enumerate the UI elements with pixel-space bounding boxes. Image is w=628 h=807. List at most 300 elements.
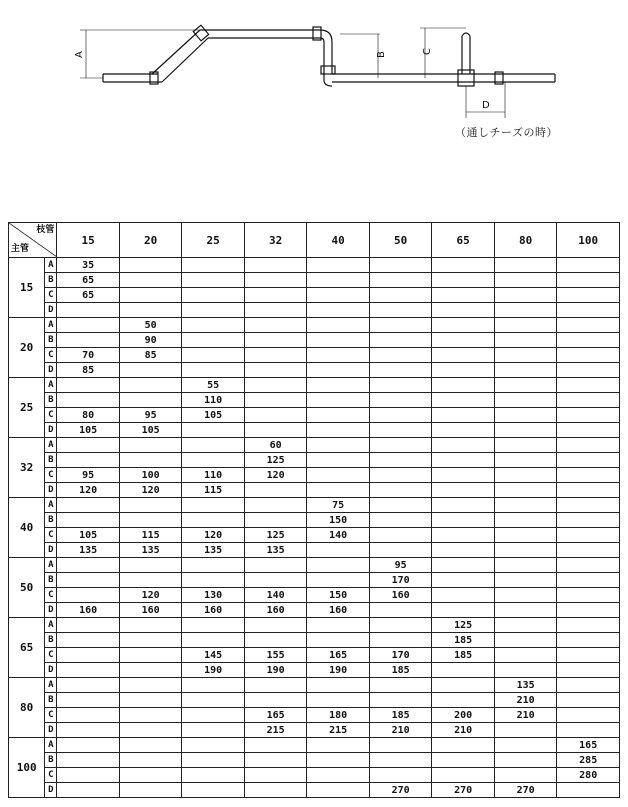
dimension-value-cell bbox=[494, 438, 557, 453]
dimension-value-cell bbox=[494, 603, 557, 618]
dimension-value-cell bbox=[57, 663, 120, 678]
dimension-value-cell: 105 bbox=[119, 423, 182, 438]
dimension-value-cell bbox=[494, 378, 557, 393]
dimension-value-cell bbox=[182, 783, 245, 798]
dimension-value-cell: 105 bbox=[57, 423, 120, 438]
dimension-value-cell bbox=[494, 663, 557, 678]
dimension-value-cell bbox=[307, 378, 370, 393]
dimension-value-cell bbox=[182, 348, 245, 363]
dimension-label: C bbox=[45, 528, 57, 543]
dimension-value-cell: 140 bbox=[244, 588, 307, 603]
dimension-value-cell bbox=[307, 768, 370, 783]
dimension-value-cell bbox=[369, 753, 432, 768]
dimension-value-cell: 85 bbox=[57, 363, 120, 378]
dimension-label: A bbox=[45, 378, 57, 393]
dimension-value-cell bbox=[432, 378, 495, 393]
dimension-label: C bbox=[45, 408, 57, 423]
dimension-label: A bbox=[45, 738, 57, 753]
dimension-value-cell bbox=[557, 573, 620, 588]
dimension-value-cell bbox=[119, 453, 182, 468]
dimension-value-cell bbox=[432, 678, 495, 693]
dimension-value-cell: 125 bbox=[244, 453, 307, 468]
main-pipe-label: 主管 bbox=[11, 244, 30, 254]
dimension-label: C bbox=[45, 768, 57, 783]
dimension-value-cell bbox=[119, 498, 182, 513]
dimension-value-cell: 285 bbox=[557, 753, 620, 768]
main-pipe-size: 50 bbox=[9, 558, 45, 618]
dimension-value-cell bbox=[182, 633, 245, 648]
dimension-value-cell bbox=[369, 423, 432, 438]
table-row bbox=[9, 723, 620, 738]
dimension-value-cell bbox=[432, 333, 495, 348]
dimension-value-cell: 120 bbox=[119, 483, 182, 498]
dimension-label: D bbox=[45, 423, 57, 438]
dimension-value-cell bbox=[307, 738, 370, 753]
dimension-value-cell: 135 bbox=[244, 543, 307, 558]
dimension-value-cell bbox=[494, 273, 557, 288]
dimension-value-cell bbox=[244, 693, 307, 708]
dimension-label: D bbox=[45, 483, 57, 498]
dimension-value-cell bbox=[119, 378, 182, 393]
branch-size-header: 20 bbox=[119, 223, 182, 258]
dimension-value-cell bbox=[182, 723, 245, 738]
dimension-value-cell bbox=[57, 393, 120, 408]
dimension-value-cell: 150 bbox=[307, 513, 370, 528]
dimension-value-cell bbox=[244, 303, 307, 318]
dimension-value-cell bbox=[244, 618, 307, 633]
dimension-value-cell bbox=[557, 378, 620, 393]
dimension-value-cell bbox=[369, 393, 432, 408]
branch-size-header: 40 bbox=[307, 223, 370, 258]
dimension-value-cell: 65 bbox=[57, 273, 120, 288]
dimension-value-cell bbox=[432, 483, 495, 498]
main-pipe-size: 100 bbox=[9, 738, 45, 798]
dimension-value-cell bbox=[119, 678, 182, 693]
dimension-value-cell bbox=[557, 723, 620, 738]
dimension-value-cell: 170 bbox=[369, 648, 432, 663]
dimension-value-cell: 185 bbox=[369, 708, 432, 723]
branch-size-header: 15 bbox=[57, 223, 120, 258]
table-row bbox=[9, 513, 620, 528]
dimension-value-cell bbox=[307, 783, 370, 798]
dimension-value-cell bbox=[307, 318, 370, 333]
dimension-value-cell bbox=[244, 753, 307, 768]
dimension-value-cell: 185 bbox=[369, 663, 432, 678]
dimension-value-cell bbox=[57, 723, 120, 738]
dimension-value-cell bbox=[494, 753, 557, 768]
dimension-value-cell bbox=[182, 708, 245, 723]
dimension-value-cell: 125 bbox=[244, 528, 307, 543]
dimension-value-cell bbox=[369, 453, 432, 468]
dimension-value-cell: 270 bbox=[432, 783, 495, 798]
dimension-value-cell: 90 bbox=[119, 333, 182, 348]
dimension-value-cell bbox=[557, 273, 620, 288]
dimension-value-cell bbox=[557, 408, 620, 423]
dimension-label: D bbox=[45, 543, 57, 558]
dimension-value-cell bbox=[244, 768, 307, 783]
dimension-value-cell bbox=[432, 768, 495, 783]
dimension-value-cell bbox=[119, 363, 182, 378]
dimension-value-cell: 115 bbox=[182, 483, 245, 498]
dimension-value-cell bbox=[244, 783, 307, 798]
dimension-value-cell bbox=[432, 288, 495, 303]
dimension-value-cell bbox=[307, 678, 370, 693]
table-row bbox=[9, 303, 620, 318]
dimension-value-cell: 155 bbox=[244, 648, 307, 663]
dimension-label: C bbox=[45, 288, 57, 303]
dimension-value-cell: 215 bbox=[307, 723, 370, 738]
dimension-value-cell bbox=[557, 543, 620, 558]
dimension-value-cell bbox=[307, 273, 370, 288]
main-pipe-size: 20 bbox=[9, 318, 45, 378]
dimension-value-cell: 190 bbox=[182, 663, 245, 678]
branch-pipe-label: 枝管 bbox=[36, 225, 55, 235]
dimension-value-cell: 115 bbox=[119, 528, 182, 543]
dimension-value-cell bbox=[557, 633, 620, 648]
dimension-value-cell: 270 bbox=[369, 783, 432, 798]
dimension-value-cell: 215 bbox=[244, 723, 307, 738]
table-row bbox=[9, 618, 620, 633]
table-row bbox=[9, 333, 620, 348]
dimension-value-cell bbox=[369, 618, 432, 633]
dimension-label: A bbox=[45, 318, 57, 333]
table-row bbox=[9, 528, 620, 543]
branch-size-header: 65 bbox=[432, 223, 495, 258]
dimension-value-cell bbox=[57, 618, 120, 633]
dimension-value-cell bbox=[494, 318, 557, 333]
dimension-value-cell bbox=[182, 288, 245, 303]
table-row bbox=[9, 468, 620, 483]
main-pipe-size: 80 bbox=[9, 678, 45, 738]
dimension-value-cell bbox=[182, 303, 245, 318]
dimension-value-cell: 280 bbox=[557, 768, 620, 783]
dimension-value-cell bbox=[119, 303, 182, 318]
dimension-value-cell bbox=[369, 498, 432, 513]
dimension-value-cell bbox=[244, 558, 307, 573]
dimension-value-cell bbox=[307, 618, 370, 633]
dimension-label: A bbox=[45, 498, 57, 513]
dimension-value-cell bbox=[557, 393, 620, 408]
dimension-value-cell: 65 bbox=[57, 288, 120, 303]
dimension-value-cell bbox=[307, 258, 370, 273]
dimension-value-cell bbox=[494, 288, 557, 303]
dimension-value-cell bbox=[119, 438, 182, 453]
dimension-value-cell bbox=[119, 723, 182, 738]
dimension-value-cell bbox=[57, 753, 120, 768]
dimension-value-cell: 110 bbox=[182, 393, 245, 408]
dimension-label: C bbox=[45, 588, 57, 603]
dimension-value-cell bbox=[244, 738, 307, 753]
dimension-label: A bbox=[45, 558, 57, 573]
dimension-value-cell bbox=[244, 393, 307, 408]
dimension-value-cell bbox=[57, 513, 120, 528]
dimension-value-cell bbox=[182, 738, 245, 753]
dimension-value-cell bbox=[557, 693, 620, 708]
dimension-value-cell bbox=[494, 573, 557, 588]
dimension-value-cell: 120 bbox=[57, 483, 120, 498]
dimension-value-cell bbox=[182, 438, 245, 453]
dimension-value-cell bbox=[432, 468, 495, 483]
diagram-caption: （通しチーズの時） bbox=[455, 126, 558, 139]
dimension-value-cell: 55 bbox=[182, 378, 245, 393]
dimension-value-cell: 210 bbox=[432, 723, 495, 738]
dimension-value-cell bbox=[432, 318, 495, 333]
dimension-value-cell bbox=[119, 513, 182, 528]
dimension-value-cell: 180 bbox=[307, 708, 370, 723]
table-body bbox=[9, 258, 620, 798]
dimension-value-cell bbox=[432, 663, 495, 678]
dimension-label: D bbox=[45, 663, 57, 678]
dimension-value-cell bbox=[432, 738, 495, 753]
table-row bbox=[9, 783, 620, 798]
dimension-value-cell: 190 bbox=[307, 663, 370, 678]
dimension-value-cell bbox=[557, 453, 620, 468]
dimension-value-cell bbox=[557, 468, 620, 483]
dimension-value-cell bbox=[119, 648, 182, 663]
dimension-value-cell bbox=[244, 633, 307, 648]
table-row bbox=[9, 393, 620, 408]
dimension-value-cell bbox=[494, 468, 557, 483]
dimension-value-cell: 160 bbox=[307, 603, 370, 618]
dimension-value-cell bbox=[432, 543, 495, 558]
dimension-value-cell bbox=[182, 273, 245, 288]
dimension-label: A bbox=[45, 678, 57, 693]
dimension-value-cell bbox=[307, 633, 370, 648]
dimension-value-cell bbox=[244, 273, 307, 288]
dimension-value-cell: 130 bbox=[182, 588, 245, 603]
dimension-value-cell: 150 bbox=[307, 588, 370, 603]
dimension-label: D bbox=[45, 363, 57, 378]
dimension-value-cell: 210 bbox=[494, 693, 557, 708]
dimension-value-cell bbox=[494, 618, 557, 633]
dimension-value-cell bbox=[57, 588, 120, 603]
dimension-value-cell: 35 bbox=[57, 258, 120, 273]
dimension-value-cell: 100 bbox=[119, 468, 182, 483]
dimension-value-cell bbox=[57, 768, 120, 783]
dimension-value-cell bbox=[369, 318, 432, 333]
dimension-value-cell bbox=[494, 588, 557, 603]
dimension-value-cell: 85 bbox=[119, 348, 182, 363]
dimension-label: C bbox=[45, 348, 57, 363]
dimension-value-cell bbox=[494, 738, 557, 753]
dimension-value-cell: 160 bbox=[57, 603, 120, 618]
dimension-value-cell bbox=[57, 783, 120, 798]
dimension-value-cell bbox=[57, 573, 120, 588]
dimension-value-cell bbox=[369, 603, 432, 618]
table-row bbox=[9, 318, 620, 333]
dimension-value-cell bbox=[182, 678, 245, 693]
dimension-value-cell bbox=[369, 693, 432, 708]
dimension-value-cell: 145 bbox=[182, 648, 245, 663]
dimension-value-cell: 160 bbox=[369, 588, 432, 603]
dimension-value-cell bbox=[307, 348, 370, 363]
dimension-value-cell bbox=[432, 603, 495, 618]
table-row bbox=[9, 543, 620, 558]
dimension-value-cell bbox=[369, 288, 432, 303]
dimension-value-cell bbox=[307, 363, 370, 378]
dimension-label: B bbox=[45, 633, 57, 648]
dimension-value-cell bbox=[307, 483, 370, 498]
dimension-value-cell bbox=[57, 648, 120, 663]
table-row bbox=[9, 408, 620, 423]
dimension-label: B bbox=[45, 573, 57, 588]
dimension-value-cell bbox=[244, 333, 307, 348]
dimension-value-cell bbox=[182, 618, 245, 633]
dimension-value-cell bbox=[57, 678, 120, 693]
dimension-value-cell bbox=[307, 423, 370, 438]
dimension-value-cell bbox=[244, 258, 307, 273]
dimension-value-cell bbox=[119, 783, 182, 798]
dimension-value-cell bbox=[432, 393, 495, 408]
dimension-value-cell bbox=[307, 333, 370, 348]
dimension-value-cell bbox=[244, 378, 307, 393]
dimension-label: B bbox=[45, 753, 57, 768]
dimension-value-cell bbox=[307, 558, 370, 573]
dimension-value-cell bbox=[57, 303, 120, 318]
dimension-value-cell bbox=[432, 258, 495, 273]
dimension-value-cell bbox=[494, 408, 557, 423]
dimension-value-cell bbox=[494, 333, 557, 348]
dimension-value-cell bbox=[369, 678, 432, 693]
dimension-value-cell bbox=[557, 363, 620, 378]
branch-size-header: 50 bbox=[369, 223, 432, 258]
dimension-value-cell bbox=[369, 378, 432, 393]
dimension-label: C bbox=[45, 708, 57, 723]
dim-label-b: B bbox=[376, 51, 387, 58]
table-row bbox=[9, 768, 620, 783]
dimension-value-cell bbox=[369, 408, 432, 423]
dimension-value-cell bbox=[432, 753, 495, 768]
dimension-label: D bbox=[45, 303, 57, 318]
table-row bbox=[9, 588, 620, 603]
dimension-value-cell bbox=[182, 498, 245, 513]
table-row bbox=[9, 258, 620, 273]
dimension-label: D bbox=[45, 783, 57, 798]
dimension-label: B bbox=[45, 513, 57, 528]
dimension-value-cell: 80 bbox=[57, 408, 120, 423]
dimension-value-cell bbox=[307, 393, 370, 408]
dimension-value-cell: 140 bbox=[307, 528, 370, 543]
dimension-value-cell: 110 bbox=[182, 468, 245, 483]
dimension-value-cell bbox=[119, 273, 182, 288]
table-row bbox=[9, 438, 620, 453]
dimension-value-cell bbox=[494, 513, 557, 528]
table-row bbox=[9, 738, 620, 753]
dimension-value-cell: 95 bbox=[57, 468, 120, 483]
dimension-value-cell bbox=[432, 573, 495, 588]
dimension-value-cell bbox=[557, 303, 620, 318]
dimension-value-cell bbox=[557, 318, 620, 333]
dimension-value-cell bbox=[557, 498, 620, 513]
dimension-value-cell bbox=[494, 348, 557, 363]
dimension-value-cell: 160 bbox=[182, 603, 245, 618]
dimension-value-cell bbox=[57, 693, 120, 708]
dimension-label: B bbox=[45, 693, 57, 708]
dimension-value-cell bbox=[432, 363, 495, 378]
dimension-value-cell bbox=[432, 513, 495, 528]
dimension-value-cell bbox=[119, 258, 182, 273]
dimension-value-cell: 160 bbox=[119, 603, 182, 618]
dimension-value-cell bbox=[119, 288, 182, 303]
dimension-value-cell bbox=[119, 753, 182, 768]
dimension-value-cell bbox=[369, 363, 432, 378]
branch-size-header: 25 bbox=[182, 223, 245, 258]
dimension-value-cell: 105 bbox=[57, 528, 120, 543]
dimension-value-cell: 120 bbox=[119, 588, 182, 603]
dimension-value-cell: 165 bbox=[307, 648, 370, 663]
dimension-value-cell bbox=[57, 453, 120, 468]
dimension-value-cell: 95 bbox=[369, 558, 432, 573]
dimension-value-cell bbox=[557, 603, 620, 618]
dimension-value-cell bbox=[244, 513, 307, 528]
dimension-value-cell: 75 bbox=[307, 498, 370, 513]
dimension-value-cell bbox=[57, 378, 120, 393]
dimension-value-cell bbox=[57, 333, 120, 348]
table-row bbox=[9, 663, 620, 678]
dimension-value-cell bbox=[119, 633, 182, 648]
dimension-value-cell: 70 bbox=[57, 348, 120, 363]
dimension-label: B bbox=[45, 393, 57, 408]
dimension-value-cell bbox=[119, 573, 182, 588]
dimension-value-cell bbox=[307, 438, 370, 453]
dimension-value-cell bbox=[182, 333, 245, 348]
dimension-value-cell bbox=[119, 618, 182, 633]
dimension-value-cell bbox=[307, 543, 370, 558]
dimension-value-cell bbox=[557, 348, 620, 363]
dimension-value-cell bbox=[494, 423, 557, 438]
header-row bbox=[9, 223, 620, 258]
dimension-value-cell bbox=[494, 558, 557, 573]
dimension-value-cell bbox=[182, 318, 245, 333]
dimension-value-cell: 95 bbox=[119, 408, 182, 423]
dimension-value-cell bbox=[57, 738, 120, 753]
dimension-value-cell bbox=[119, 558, 182, 573]
table-row bbox=[9, 633, 620, 648]
dimension-value-cell bbox=[432, 303, 495, 318]
dimension-value-cell bbox=[244, 483, 307, 498]
dimension-value-cell bbox=[432, 498, 495, 513]
dimension-value-cell bbox=[369, 348, 432, 363]
dimension-value-cell: 125 bbox=[432, 618, 495, 633]
dimension-value-cell bbox=[119, 663, 182, 678]
dimension-value-cell bbox=[432, 528, 495, 543]
dimension-value-cell bbox=[557, 258, 620, 273]
dimension-label: A bbox=[45, 618, 57, 633]
dimension-value-cell: 135 bbox=[182, 543, 245, 558]
dimension-value-cell bbox=[182, 513, 245, 528]
dimension-value-cell bbox=[557, 663, 620, 678]
dimension-value-cell bbox=[369, 273, 432, 288]
dimension-value-cell bbox=[432, 693, 495, 708]
dimension-value-cell bbox=[557, 558, 620, 573]
table-row bbox=[9, 648, 620, 663]
dimension-value-cell bbox=[244, 363, 307, 378]
dimension-value-cell bbox=[369, 468, 432, 483]
dimension-value-cell bbox=[182, 768, 245, 783]
dimension-value-cell bbox=[557, 528, 620, 543]
dimension-value-cell bbox=[369, 333, 432, 348]
branch-size-header: 80 bbox=[494, 223, 557, 258]
dimension-value-cell bbox=[182, 423, 245, 438]
dimension-value-cell bbox=[244, 423, 307, 438]
dimension-value-cell bbox=[557, 678, 620, 693]
dimension-value-cell bbox=[244, 498, 307, 513]
table-row bbox=[9, 573, 620, 588]
dimension-value-cell bbox=[494, 258, 557, 273]
dimension-value-cell bbox=[432, 408, 495, 423]
dimension-value-cell bbox=[57, 318, 120, 333]
table-row bbox=[9, 693, 620, 708]
